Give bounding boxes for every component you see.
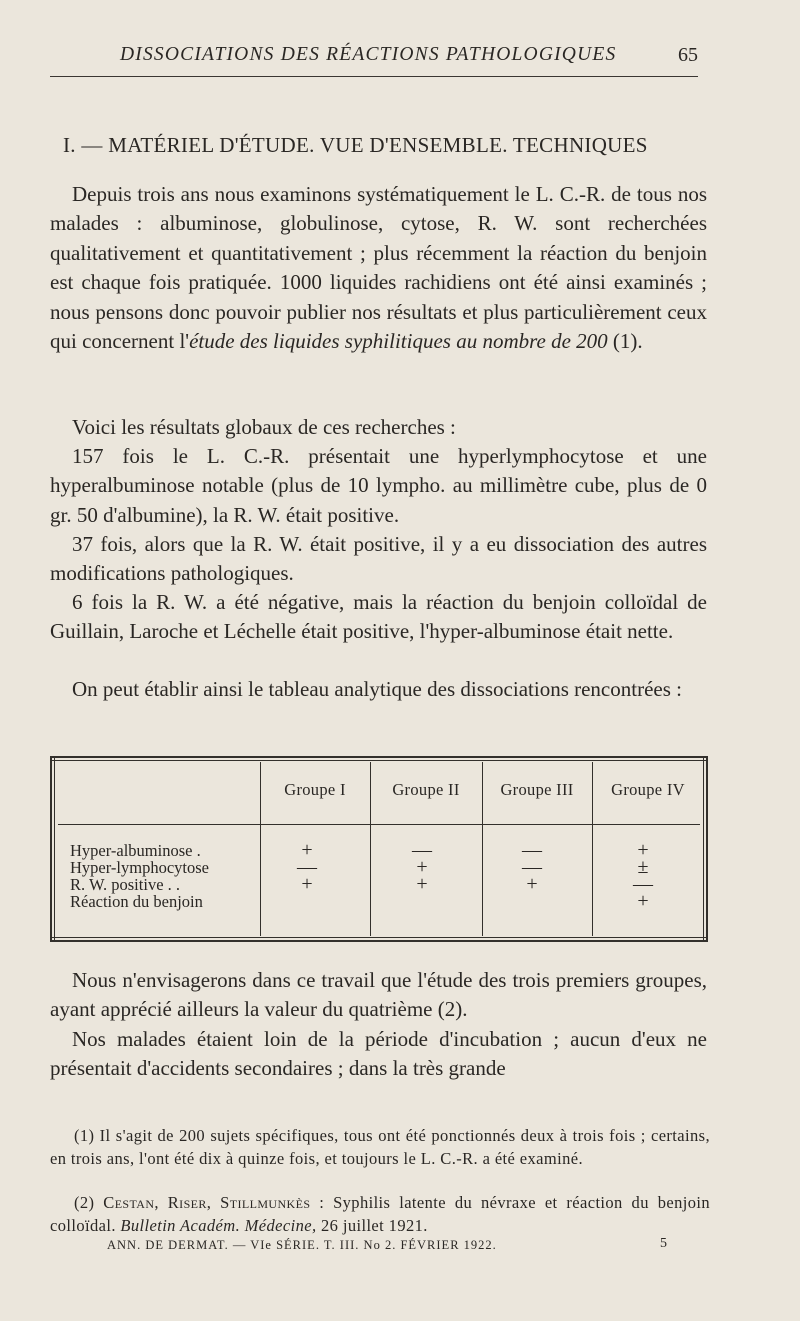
footnote-2-journal: Bulletin Académ. Médecine, xyxy=(120,1215,317,1235)
table-cell: — xyxy=(412,839,432,861)
header-rule xyxy=(50,76,698,77)
footnote-2-marker: (2) xyxy=(74,1193,104,1212)
column-header-groupe-3: Groupe III xyxy=(500,780,574,799)
paragraph-intro xyxy=(50,180,707,356)
running-head-title: DISSOCIATIONS DES RÉACTIONS PATHOLOGIQUES xyxy=(120,44,617,65)
dissociation-table xyxy=(50,756,708,942)
table-double-rule-bottom xyxy=(52,937,706,938)
paragraph-157: 157 fois le L. C.-R. présentait une hyperlymphocytose et une hyperalbuminose notable (plus de 10 lympho. au millimètre cube, plus de 0 gr. 50 d'albumine), la R. W. était positive. xyxy=(50,444,707,527)
table-cell: + xyxy=(637,839,649,861)
footnote-2-authors: Cestan, Riser, Stillmunkès xyxy=(103,1193,311,1212)
paragraph-6: 6 fois la R. W. a été négative, mais la réaction du benjoin colloïdal de Guillain, Laroche et Léchelle était positive, l'hyper-albuminose était nette. xyxy=(50,590,707,644)
table-header-rule xyxy=(58,824,700,825)
column-header-groupe-1: Groupe I xyxy=(284,780,346,799)
paragraph-intro-note: (1). xyxy=(607,329,643,354)
row-label-reaction-benjoin: Réaction du benjoin xyxy=(70,892,203,911)
paragraph-intro-text: Depuis trois ans nous examinons systématiquement le L. C.-R. de tous nos malades : albuminose, globulinose, cytose, R. W. sont recherchées qualitativement et quantitativement ; plus récemment la réaction du benjoin est chaque fois pratiquée. 1000 liquides rachidiens ont été ainsi examinés ; nous pensons donc pouvoir publier nos résultats et plus particulièrement ceux qui concernent l' xyxy=(50,182,707,354)
table-cell: + xyxy=(301,873,313,895)
paragraph-table-intro: On peut établir ainsi le tableau analytique des dissociations rencontrées : xyxy=(72,677,682,701)
signature-number: 5 xyxy=(660,1236,667,1251)
table-cell: — xyxy=(522,856,542,878)
table-cell: + xyxy=(301,839,313,861)
footnote-2 xyxy=(50,1192,710,1237)
table-cell: + xyxy=(416,856,428,878)
paragraph-patients: Nos malades étaient loin de la période d'incubation ; aucun d'eux ne présentait d'accidents secondaires ; dans la très grande xyxy=(50,1027,707,1081)
row-label-hyper-lymphocytose: Hyper-lymphocytose xyxy=(70,858,209,877)
column-header-groupe-4: Groupe IV xyxy=(611,780,685,799)
footnote-2-title: : Syphilis latente du névraxe et réaction du benjoin colloïdal. xyxy=(50,1193,710,1235)
paragraph-intro-italic: étude des liquides syphilitiques au nombre de 200 xyxy=(189,329,608,354)
row-label-hyper-albuminose: Hyper-albuminose . xyxy=(70,841,201,860)
table-cell: — xyxy=(633,873,653,895)
section-heading: I. — MATÉRIEL D'ÉTUDE. VUE D'ENSEMBLE. TECHNIQUES xyxy=(63,133,648,157)
table-cell: + xyxy=(637,890,649,912)
signature-line: ANN. DE DERMAT. — VIe SÉRIE. T. III. No 2. FÉVRIER 1922. xyxy=(107,1238,497,1252)
column-header-groupe-2: Groupe II xyxy=(392,780,460,799)
row-label-rw-positive: R. W. positive . . xyxy=(70,875,181,894)
table-cell: + xyxy=(416,873,428,895)
footnote-1: (1) Il s'agit de 200 sujets spécifiques, tous ont été ponctionnés deux à trois fois ; certains, en trois ans, l'ont été dix à quinze fois, et toujours le L. C.-R. a été examiné. xyxy=(50,1126,710,1168)
table-double-rule-top xyxy=(52,760,706,761)
table-cell: + xyxy=(526,873,538,895)
table-cell: — xyxy=(297,856,317,878)
running-head xyxy=(50,40,698,76)
table-cell: ± xyxy=(637,856,649,878)
paragraph-results-intro: Voici les résultats globaux de ces recherches : xyxy=(72,415,456,439)
table-cell: — xyxy=(522,839,542,861)
table-double-rule-left xyxy=(54,758,55,940)
paragraph-scope: Nous n'envisagerons dans ce travail que l'étude des trois premiers groupes, ayant apprécié ailleurs la valeur du quatrième (2). xyxy=(50,968,707,1022)
footnote-2-date: 26 juillet 1921. xyxy=(316,1215,428,1235)
page-number: 65 xyxy=(678,44,698,66)
paragraph-37: 37 fois, alors que la R. W. était positive, il y a eu dissociation des autres modifications pathologiques. xyxy=(50,532,707,586)
